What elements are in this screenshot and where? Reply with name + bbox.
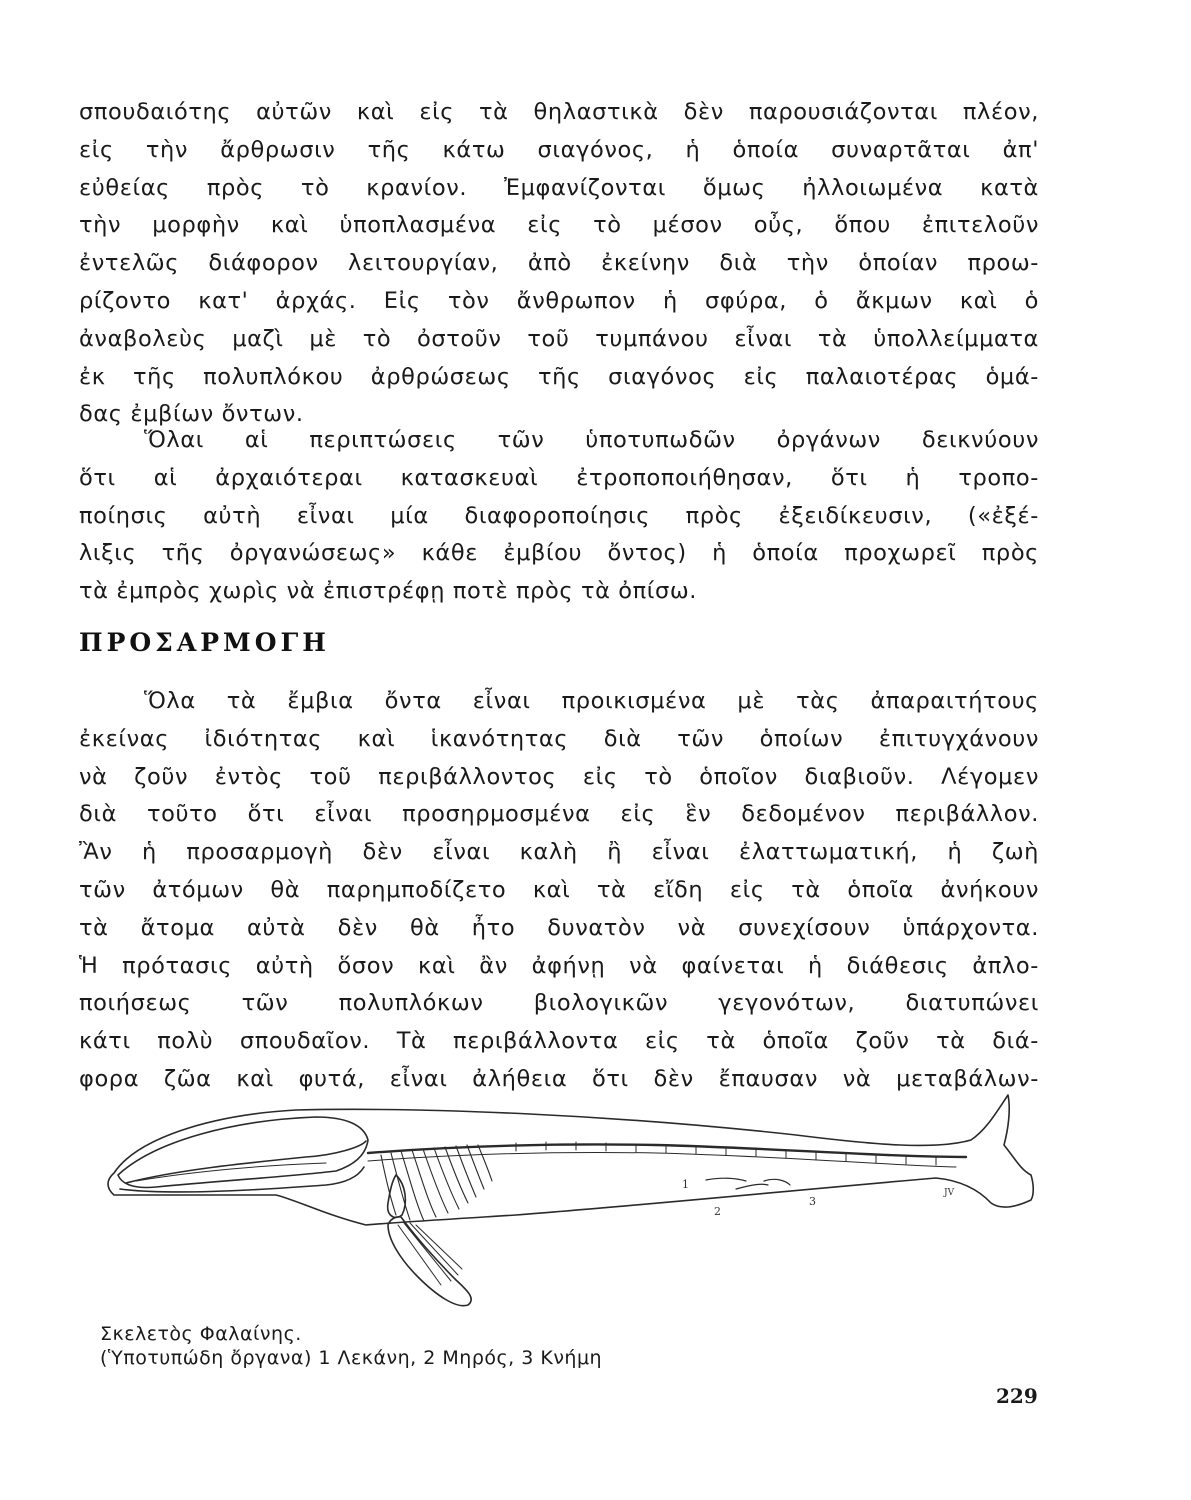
text-line: Ὅλα τὰ ἔμβια ὄντα εἶναι προικισμένα μὲ τὰς ἀπαραιτήτους — [144, 688, 1039, 714]
figure-caption — [100, 1322, 602, 1370]
text-line: εἰς τὴν ἄρθρωσιν τῆς κάτω σιαγόνος, ἡ ὁποία συναρτᾶται ἀπ' — [79, 136, 1039, 163]
text-line: ὅτι αἱ ἀρχαιότεραι κατασκευαὶ ἐτροποποιήθησαν, ὅτι ἡ τροπο- — [79, 464, 1039, 491]
section-heading: ΠΡΟΣΑΡΜΟΓΗ — [79, 628, 330, 657]
text-line: ἐντελῶς διάφορον λειτουργίαν, ἀπὸ ἐκείνην διὰ τὴν ὁποίαν προω- — [79, 250, 1039, 277]
flipper-outline — [388, 1217, 471, 1306]
caption-legend: (Ὑποτυπώδη ὄργανα) 1 Λεκάνη, 2 Μηρός, 3 Κνήμη — [100, 1347, 603, 1369]
text-line: τὴν μορφὴν καὶ ὑποπλασμένα εἰς τὸ μέσον οὖς, ὅπου ἐπιτελοῦν — [79, 212, 1039, 239]
text-line: τὰ ἐμπρὸς χωρὶς νὰ ἐπιστρέφῃ ποτὲ πρὸς τὰ ὀπίσω. — [79, 578, 698, 605]
text-line: ἐκ τῆς πολυπλόκου ἀρθρώσεως τῆς σιαγόνος εἰς παλαιοτέρας ὁμά- — [79, 363, 1039, 390]
text-line: Ἡ πρότασις αὐτὴ ὅσον καὶ ἂν ἀφήνῃ νὰ φαίνεται ἡ διάθεσις ἀπλο- — [79, 952, 1039, 979]
text-line: τὰ ἄτομα αὐτὰ δὲν θὰ ἦτο δυνατὸν νὰ συνεχίσουν ὑπάρχοντα. — [79, 914, 1039, 941]
text-line: φορα ζῶα καὶ φυτά, εἶναι ἀλήθεια ὅτι δὲν ἔπαυσαν νὰ μεταβάλων- — [79, 1065, 1039, 1092]
pelvis-bone — [706, 1178, 746, 1181]
text-line: τῶν ἀτόμων θὰ παρημποδίζετο καὶ τὰ εἴδη εἰς τὰ ὁποῖα ἀνήκουν — [79, 876, 1039, 903]
figure-label-3: 3 — [809, 1195, 816, 1208]
text-line: κάτι πολὺ σπουδαῖον. Τὰ περιβάλλοντα εἰς τὰ ὁποῖα ζοῦν τὰ διά- — [79, 1028, 1039, 1055]
text-line: νὰ ζοῦν ἐντὸς τοῦ περιβάλλοντος εἰς τὸ ὁποῖον διαβιοῦν. Λέγομεν — [79, 763, 1039, 790]
text-line: Ἂν ἡ προσαρμογὴ δὲν εἶναι καλὴ ἢ εἶναι ἐλαττωματική, ἡ ζωὴ — [79, 839, 1039, 866]
illustrator-signature: JV — [944, 1188, 955, 1198]
text-line: ἐκείνας ἰδιότητας καὶ ἱκανότητας διὰ τῶν ὁποίων ἐπιτυγχάνουν — [79, 725, 1039, 752]
whale-body-outline — [108, 1095, 1033, 1225]
text-line: ἀναβολεὺς μαζὶ μὲ τὸ ὀστοῦν τοῦ τυμπάνου εἶναι τὰ ὑπολλείμματα — [79, 325, 1039, 352]
caption-title: Σκελετὸς Φαλαίνης. — [100, 1323, 302, 1345]
whale-skeleton-illustration — [96, 1085, 1046, 1325]
paragraph-2 — [79, 422, 1039, 611]
text-line: λιξις τῆς ὀργανώσεως» κάθε ἐμβίου ὄντος) ἡ ὁποία προχωρεῖ πρὸς — [79, 540, 1039, 567]
text-line: Ὅλαι αἱ περιπτώσεις τῶν ὑποτυπωδῶν ὀργάνων δεικνύουν — [144, 427, 1039, 453]
text-line: σπουδαιότης αὐτῶν καὶ εἰς τὰ θηλαστικὰ δὲν παρουσιάζονται πλέον, — [79, 99, 1039, 125]
text-line: δας ἐμβίων ὄντων. — [79, 401, 304, 428]
paragraph-3 — [79, 683, 1039, 1099]
tibia-bone — [764, 1179, 790, 1185]
rib-cage — [381, 1145, 492, 1221]
figure-label-1: 1 — [682, 1178, 689, 1191]
text-line: ποίησις αὐτὴ εἶναι μία διαφοροποίησις πρὸς ἐξειδίκευσιν, («ἐξέ- — [79, 502, 1039, 529]
page-number: 229 — [996, 1384, 1038, 1408]
text-line: εὐθείας πρὸς τὸ κρανίον. Ἐμφανίζονται ὅμως ἠλλοιωμένα κατὰ — [79, 174, 1039, 201]
text-line: ρίζοντο κατ' ἀρχάς. Εἰς τὸν ἄνθρωπον ἡ σφύρα, ὁ ἄκμων καὶ ὁ — [79, 287, 1039, 314]
paragraph-1 — [79, 94, 1039, 434]
text-line: διὰ τοῦτο ὅτι εἶναι προσηρμοσμένα εἰς ἓν δεδομένον περιβάλλον. — [79, 801, 1039, 828]
text-line: ποιήσεως τῶν πολυπλόκων βιολογικῶν γεγονότων, διατυπώνει — [79, 990, 1039, 1017]
femur-bone — [736, 1184, 768, 1189]
figure-label-2: 2 — [714, 1205, 721, 1218]
